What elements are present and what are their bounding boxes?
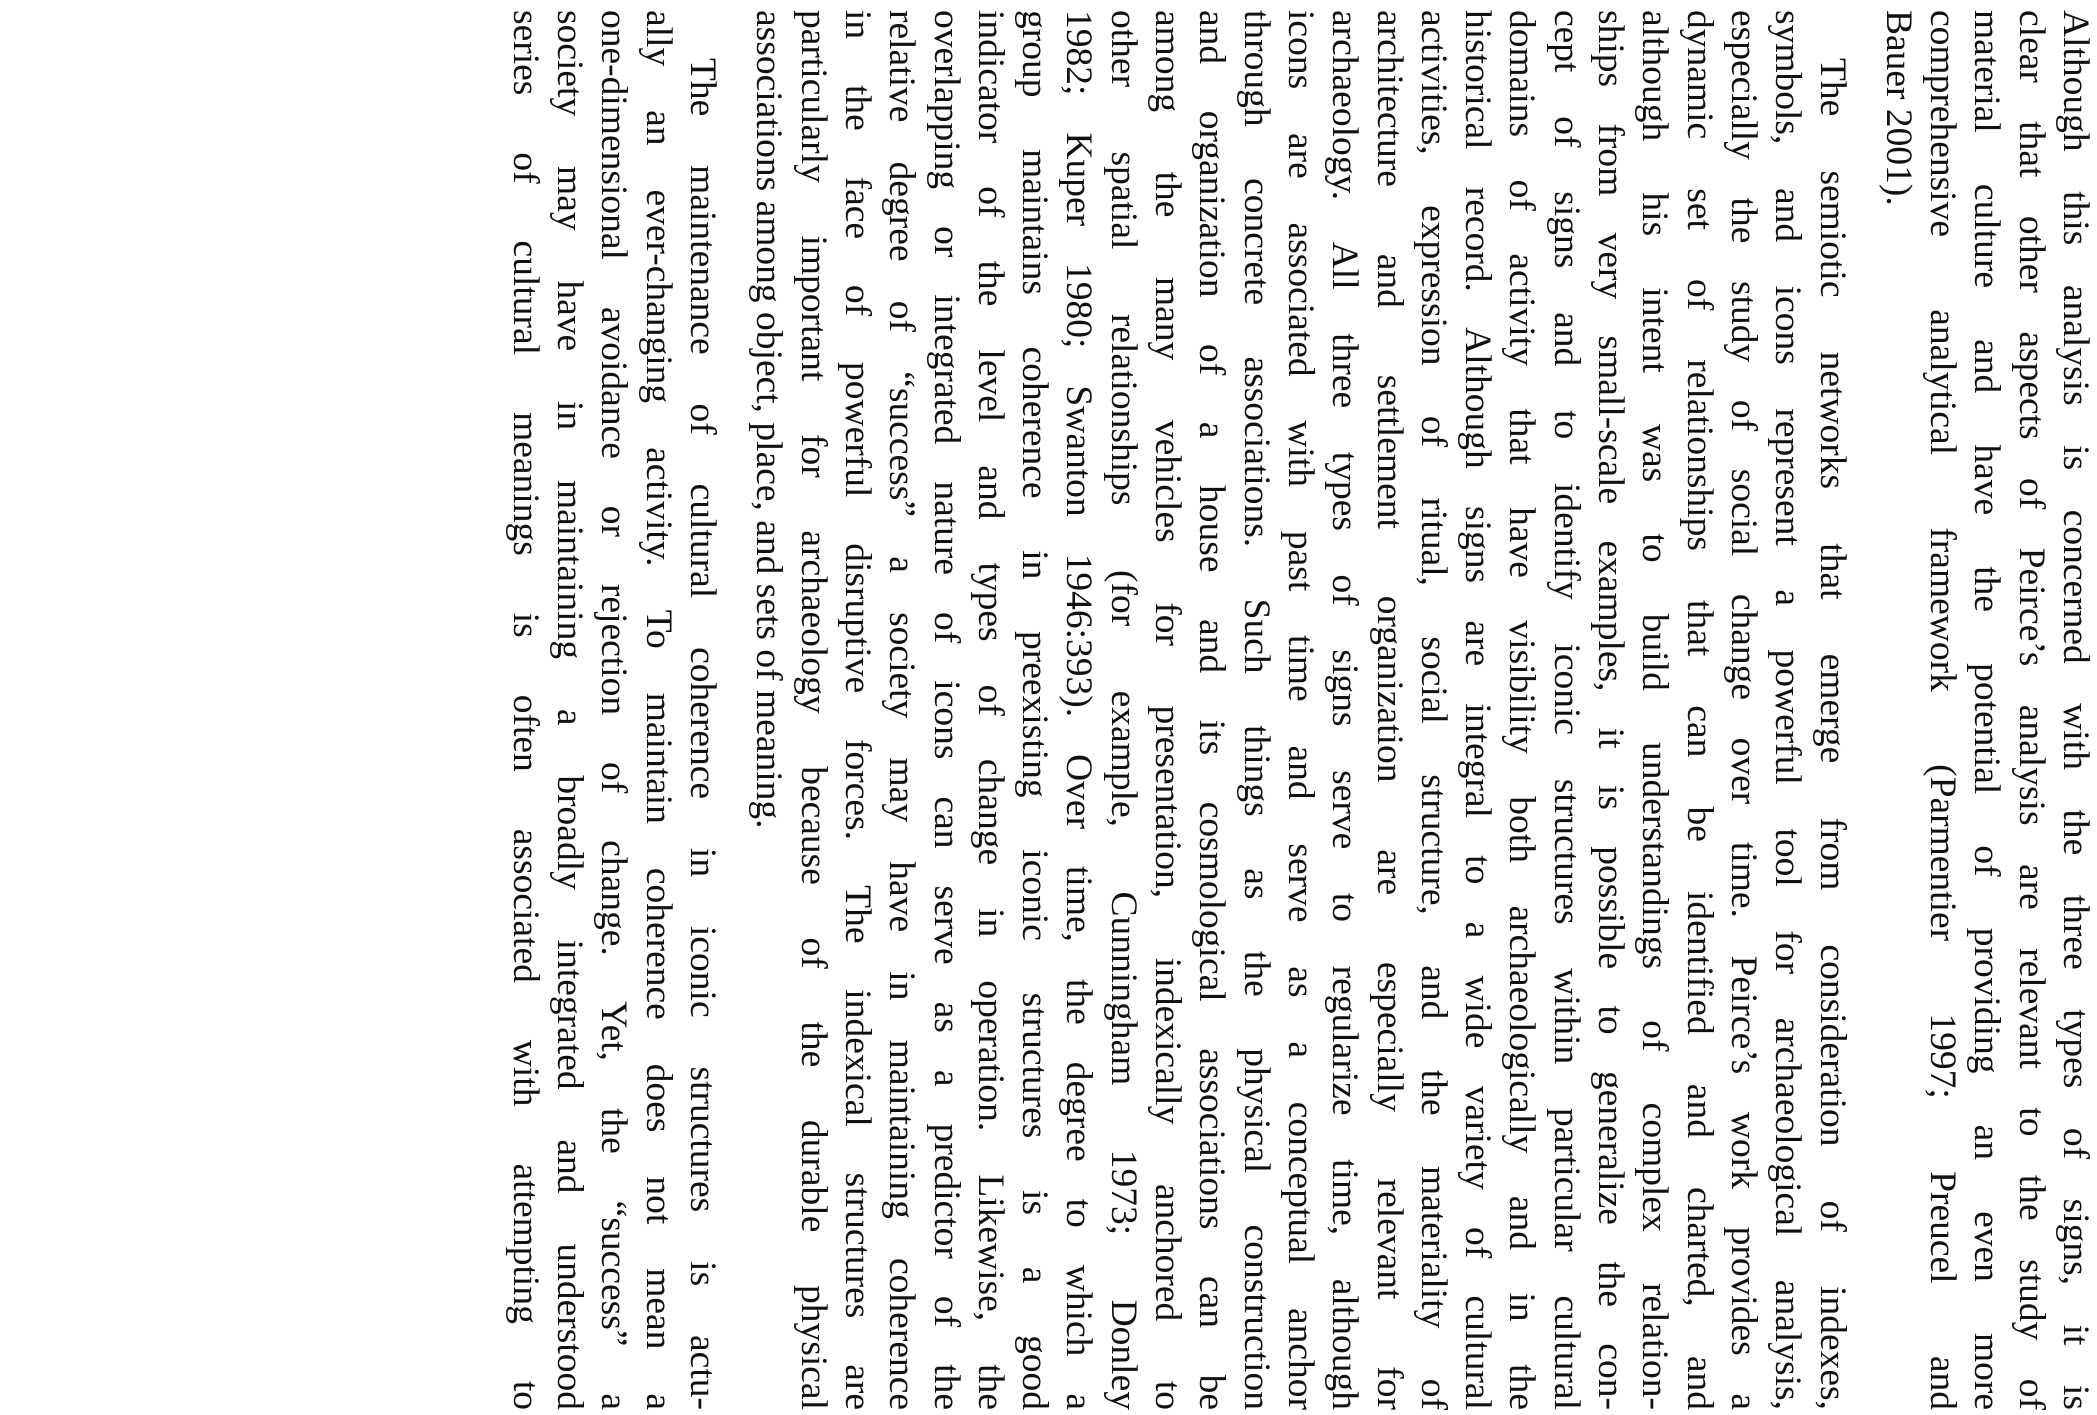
text-line: group maintains coherence in preexisting iconic structures is a good: [1014, 10, 1056, 1410]
text-line: domains of activity that have visibility both archaeologically and in the: [1501, 10, 1543, 1410]
text-line: through concrete associations. Such things as the physical construction: [1235, 10, 1277, 1410]
text-line: material culture and have the potential of providing an even more: [1966, 10, 2008, 1410]
text-line: Although this analysis is concerned with the three types of signs, it is: [2055, 10, 2096, 1410]
paragraph: [503, 10, 724, 1410]
text-line: comprehensive analytical framework (Parmentier 1997; Preucel and: [1922, 10, 1964, 1410]
text-line: activities, expression of ritual, social structure, and the materiality of: [1412, 10, 1454, 1410]
body-text: [503, 10, 2097, 1410]
text-line: 1982; Kuper 1980; Swanton 1946:393). Over time, the degree to which a: [1058, 10, 1100, 1410]
paragraph-gap: [1854, 10, 1876, 1410]
text-line: among the many vehicles for presentation, indexically anchored to: [1147, 10, 1189, 1410]
text-line: and organization of a house and its cosmological associations can be: [1191, 10, 1233, 1410]
text-line: society may have in maintaining a broadly integrated and understood: [549, 10, 591, 1410]
text-line: overlapping or integrated nature of icons can serve as a predictor of the: [925, 10, 967, 1410]
text-line: cept of signs and to identify iconic structures within particular cultural: [1545, 10, 1587, 1410]
text-line: historical record. Although signs are integral to a wide variety of cultural: [1457, 10, 1499, 1410]
text-line: dynamic set of relationships that can be identified and charted, and: [1678, 10, 1720, 1410]
text-line: icons are associated with past time and serve as a conceptual anchor: [1279, 10, 1321, 1410]
text-line: associations among object, place, and sets of meaning.: [748, 10, 790, 829]
paragraph-gap: [724, 10, 746, 1410]
paragraph: [746, 10, 1853, 1410]
text-line: The maintenance of cultural coherence in iconic structures is actu-: [682, 58, 724, 1410]
text-line: although his intent was to build understandings of complex relation-: [1634, 10, 1676, 1410]
text-line: especially the study of social change over time. Peirce’s work provides a: [1722, 10, 1764, 1410]
text-line: architecture and settlement organization are especially relevant for: [1368, 10, 1410, 1410]
text-line: Bauer 2001).: [1877, 10, 1919, 206]
text-line: other spatial relationships (for example, Cunningham 1973; Donley: [1102, 10, 1144, 1410]
text-line: one-dimensional avoidance or rejection of change. Yet, the “success” a: [593, 10, 635, 1410]
text-line: relative degree of “success” a society may have in maintaining coherence: [881, 10, 923, 1410]
text-line: ally an ever-changing activity. To maintain coherence does not mean a: [637, 10, 679, 1410]
text-line: ships from very small-scale examples, it is possible to generalize the con-: [1590, 10, 1632, 1410]
text-line: particularly important for archaeology because of the durable physical: [792, 10, 834, 1410]
paragraph: [1876, 10, 2097, 1410]
text-line: symbols, and icons represent a powerful tool for archaeological analysis,: [1767, 10, 1809, 1410]
text-line: clear that other aspects of Peirce’s analysis are relevant to the study of: [2010, 10, 2052, 1410]
text-line: series of cultural meanings is often associated with attempting to: [504, 10, 546, 1410]
text-line: indicator of the level and types of change in operation. Likewise, the: [969, 10, 1011, 1410]
text-line: archaeology. All three types of signs serve to regularize time, although: [1324, 10, 1366, 1410]
text-line: in the face of powerful disruptive forces. The indexical structures are: [836, 10, 878, 1410]
text-line: The semiotic networks that emerge from consideration of indexes,: [1811, 58, 1853, 1410]
